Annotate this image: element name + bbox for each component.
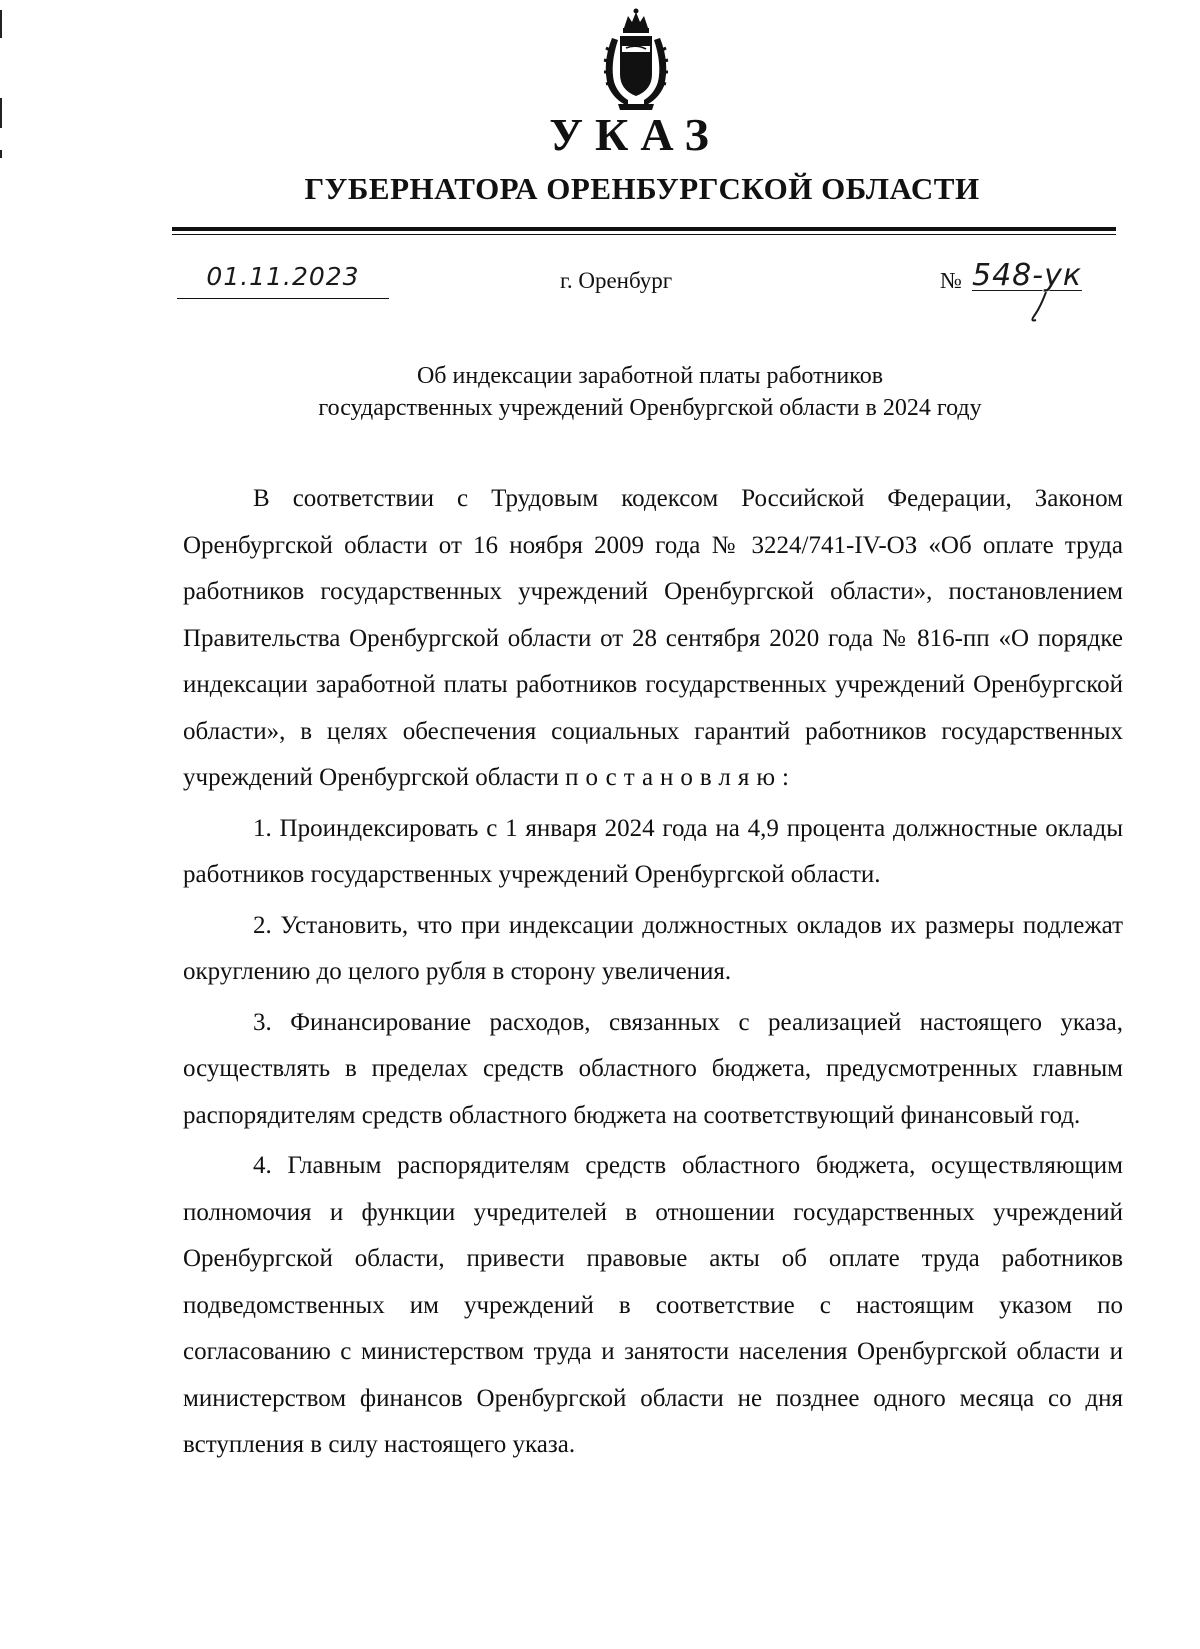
decree-number: 548-ук: [972, 258, 1082, 293]
coat-of-arms-icon: [598, 8, 674, 112]
decree-item-3: 3. Финансирование расходов, связанных с реализацией настоящего указа, осуществлять в пределах средств областного бюджета, предусмотренных главным распорядителям средств областного бюджета на соответствующий финансовый год.: [183, 1008, 1123, 1129]
preamble-text: В соответствии с Трудовым кодексом Российской Федерации, Законом Оренбургской области от 16 ноября 2009 года № 3224/741-IV-ОЗ «Об оплате труда работников государственных учреждений Оренбургской области», постановлением Правительства Оренбургской области от 28 сентября 2020 года № 816-пп «О порядке индексации заработной платы работников государственных учреждений Оренбургской области», в целях обеспечения социальных гарантий работников государственных учреждений Оренбургской области: [183, 485, 1123, 791]
decree-item-1: 1. Проиндексировать с 1 января 2024 года на 4,9 процента должностные оклады работников государственных учреждений Оренбургской области.: [183, 814, 1123, 888]
decree-item-4: 4. Главным распорядителям средств областного бюджета, осуществляющим полномочия и функции учредителей в отношении государственных учреждений Оренбургской области, привести правовые акты об оплате труда работников подведомственных им учреждений в соответствие с настоящим указом по согласованию с министерством труда и занятости населения Оренбургской области и министерством финансов Оренбургской области не позднее одного месяца со дня вступления в силу настоящего указа.: [183, 1152, 1123, 1458]
decree-word: постановляю:: [565, 764, 796, 791]
document-subtitle: ГУБЕРНАТОРА ОРЕНБУРГСКОЙ ОБЛАСТИ: [304, 171, 980, 206]
header-rule-thin: [172, 234, 1116, 235]
decree-date: 01.11.2023: [177, 262, 389, 299]
decree-item-2: 2. Установить, что при индексации должностных окладов их размеры подлежат округлению до целого рубля в сторону увеличения.: [183, 911, 1123, 985]
decree-number-label: №: [940, 268, 962, 293]
document-title: УКАЗ: [549, 109, 721, 160]
handwriting-stroke: [1028, 290, 1052, 324]
heading-line-2: государственных учреждений Оренбургской области в 2024 году: [318, 395, 982, 421]
scan-edge-mark: [0, 10, 2, 38]
decree-heading: [180, 360, 1120, 424]
header-rule-thick: [172, 227, 1116, 231]
decree-city: г. Оренбург: [560, 268, 673, 293]
preamble-paragraph: [183, 476, 1123, 802]
heading-line-1: Об индексации заработной платы работников: [416, 363, 884, 389]
decree-body: [183, 476, 1123, 1469]
